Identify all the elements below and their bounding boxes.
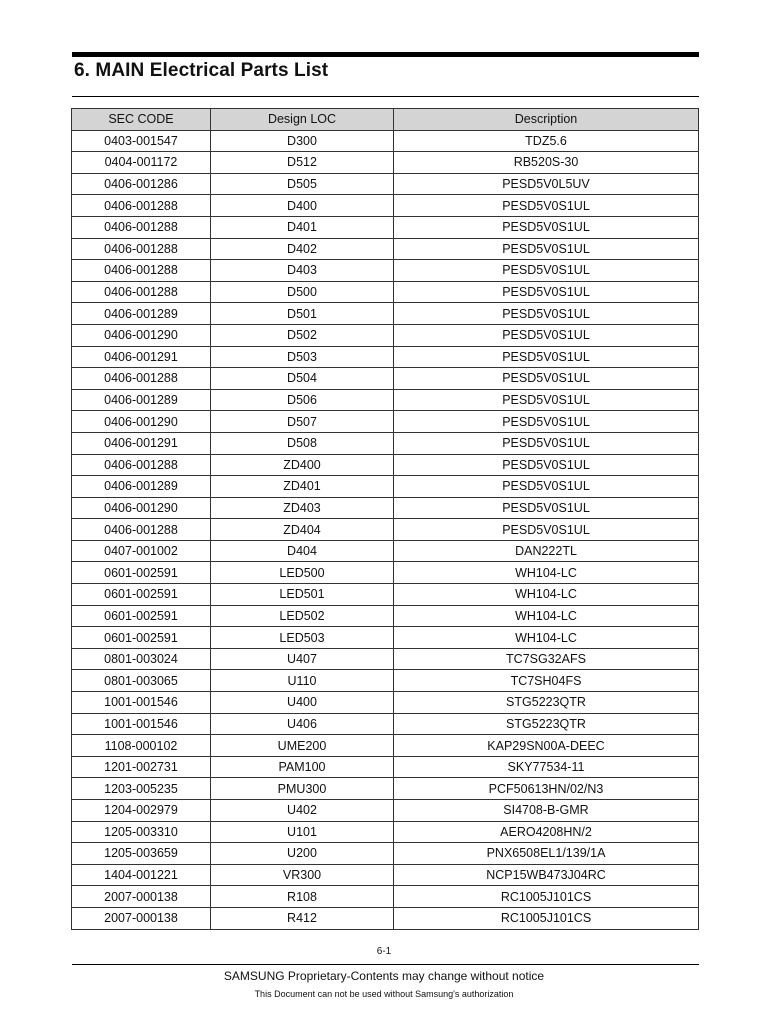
cell-sec-code: 1001-001546 — [72, 713, 211, 735]
header-design-loc: Design LOC — [211, 109, 394, 131]
title-rule — [72, 96, 699, 97]
cell-design-loc: UME200 — [211, 735, 394, 757]
cell-sec-code: 0406-001291 — [72, 432, 211, 454]
table-row — [72, 130, 699, 152]
cell-sec-code: 0601-002591 — [72, 627, 211, 649]
cell-description: WH104-LC — [394, 562, 699, 584]
cell-design-loc: LED500 — [211, 562, 394, 584]
cell-sec-code: 0406-001289 — [72, 389, 211, 411]
cell-description: PESD5V0S1UL — [394, 476, 699, 498]
parts-table-header — [72, 109, 699, 131]
cell-description: NCP15WB473J04RC — [394, 864, 699, 886]
table-row — [72, 886, 699, 908]
cell-sec-code: 1001-001546 — [72, 692, 211, 714]
cell-description: PESD5V0S1UL — [394, 432, 699, 454]
cell-design-loc: U402 — [211, 800, 394, 822]
header-row — [72, 109, 699, 131]
cell-description: PCF50613HN/02/N3 — [394, 778, 699, 800]
cell-design-loc: LED501 — [211, 584, 394, 606]
cell-design-loc: D504 — [211, 368, 394, 390]
cell-sec-code: 0406-001291 — [72, 346, 211, 368]
cell-description: SI4708-B-GMR — [394, 800, 699, 822]
table-row — [72, 907, 699, 929]
table-row — [72, 238, 699, 260]
cell-description: DAN222TL — [394, 540, 699, 562]
page-title: 6. MAIN Electrical Parts List — [74, 60, 329, 81]
cell-sec-code: 0406-001290 — [72, 324, 211, 346]
cell-description: PESD5V0S1UL — [394, 238, 699, 260]
cell-sec-code: 1204-002979 — [72, 800, 211, 822]
cell-description: WH104-LC — [394, 584, 699, 606]
cell-design-loc: PAM100 — [211, 756, 394, 778]
cell-design-loc: ZD400 — [211, 454, 394, 476]
table-row — [72, 368, 699, 390]
cell-design-loc: U406 — [211, 713, 394, 735]
table-row — [72, 713, 699, 735]
cell-sec-code: 0406-001290 — [72, 497, 211, 519]
cell-description: WH104-LC — [394, 627, 699, 649]
cell-design-loc: U400 — [211, 692, 394, 714]
table-row — [72, 778, 699, 800]
cell-sec-code: 1404-001221 — [72, 864, 211, 886]
cell-description: RC1005J101CS — [394, 886, 699, 908]
cell-design-loc: LED502 — [211, 605, 394, 627]
footer-rule — [72, 964, 699, 965]
cell-sec-code: 0801-003065 — [72, 670, 211, 692]
cell-design-loc: D502 — [211, 324, 394, 346]
cell-sec-code: 0406-001286 — [72, 173, 211, 195]
cell-sec-code: 1203-005235 — [72, 778, 211, 800]
cell-design-loc: ZD404 — [211, 519, 394, 541]
cell-description: PESD5V0S1UL — [394, 216, 699, 238]
cell-design-loc: D505 — [211, 173, 394, 195]
cell-design-loc: D402 — [211, 238, 394, 260]
cell-design-loc: D400 — [211, 195, 394, 217]
cell-design-loc: ZD401 — [211, 476, 394, 498]
cell-design-loc: VR300 — [211, 864, 394, 886]
table-row — [72, 519, 699, 541]
cell-description: PESD5V0S1UL — [394, 260, 699, 282]
cell-description: PESD5V0S1UL — [394, 389, 699, 411]
cell-sec-code: 0406-001288 — [72, 519, 211, 541]
table-row — [72, 821, 699, 843]
table-row — [72, 303, 699, 325]
header-description: Description — [394, 109, 699, 131]
table-row — [72, 411, 699, 433]
table-row — [72, 432, 699, 454]
cell-sec-code: 1108-000102 — [72, 735, 211, 757]
cell-description: KAP29SN00A-DEEC — [394, 735, 699, 757]
cell-design-loc: R412 — [211, 907, 394, 929]
cell-sec-code: 0601-002591 — [72, 562, 211, 584]
table-row — [72, 281, 699, 303]
page-number: 6-1 — [376, 946, 392, 957]
table-row — [72, 843, 699, 865]
cell-description: PESD5V0S1UL — [394, 454, 699, 476]
table-row — [72, 584, 699, 606]
table-row — [72, 152, 699, 174]
cell-design-loc: D501 — [211, 303, 394, 325]
table-row — [72, 389, 699, 411]
table-row — [72, 756, 699, 778]
cell-description: PESD5V0S1UL — [394, 497, 699, 519]
table-row — [72, 735, 699, 757]
table-row — [72, 800, 699, 822]
table-row — [72, 324, 699, 346]
cell-description: PESD5V0S1UL — [394, 519, 699, 541]
table-row — [72, 454, 699, 476]
cell-sec-code: 0406-001288 — [72, 260, 211, 282]
table-row — [72, 562, 699, 584]
table-row — [72, 173, 699, 195]
cell-sec-code: 0404-001172 — [72, 152, 211, 174]
cell-sec-code: 1205-003310 — [72, 821, 211, 843]
cell-design-loc: U101 — [211, 821, 394, 843]
cell-description: PESD5V0S1UL — [394, 195, 699, 217]
cell-design-loc: D404 — [211, 540, 394, 562]
cell-description: PESD5V0S1UL — [394, 303, 699, 325]
cell-sec-code: 0406-001289 — [72, 303, 211, 325]
cell-description: STG5223QTR — [394, 713, 699, 735]
footer-notice: SAMSUNG Proprietary-Contents may change without notice — [223, 969, 545, 983]
cell-design-loc: D506 — [211, 389, 394, 411]
cell-design-loc: LED503 — [211, 627, 394, 649]
cell-description: AERO4208HN/2 — [394, 821, 699, 843]
cell-description: RC1005J101CS — [394, 907, 699, 929]
cell-design-loc: U200 — [211, 843, 394, 865]
table-row — [72, 648, 699, 670]
table-row — [72, 540, 699, 562]
cell-design-loc: ZD403 — [211, 497, 394, 519]
cell-description: SKY77534-11 — [394, 756, 699, 778]
table-row — [72, 346, 699, 368]
cell-description: STG5223QTR — [394, 692, 699, 714]
cell-sec-code: 2007-000138 — [72, 907, 211, 929]
cell-description: TDZ5.6 — [394, 130, 699, 152]
cell-sec-code: 0601-002591 — [72, 584, 211, 606]
cell-sec-code: 0406-001288 — [72, 216, 211, 238]
cell-description: PESD5V0S1UL — [394, 346, 699, 368]
table-row — [72, 476, 699, 498]
cell-sec-code: 2007-000138 — [72, 886, 211, 908]
cell-sec-code: 0403-001547 — [72, 130, 211, 152]
cell-design-loc: D401 — [211, 216, 394, 238]
cell-description: TC7SH04FS — [394, 670, 699, 692]
cell-design-loc: D508 — [211, 432, 394, 454]
cell-sec-code: 0601-002591 — [72, 605, 211, 627]
cell-sec-code: 0406-001288 — [72, 281, 211, 303]
table-row — [72, 260, 699, 282]
footer-authorization: This Document can not be used without Samsung's authorization — [254, 989, 514, 999]
cell-description: PESD5V0L5UV — [394, 173, 699, 195]
cell-sec-code: 0406-001288 — [72, 454, 211, 476]
table-row — [72, 216, 699, 238]
parts-table — [71, 108, 699, 930]
cell-description: TC7SG32AFS — [394, 648, 699, 670]
table-row — [72, 195, 699, 217]
table-row — [72, 605, 699, 627]
cell-sec-code: 0406-001290 — [72, 411, 211, 433]
cell-description: RB520S-30 — [394, 152, 699, 174]
cell-design-loc: U407 — [211, 648, 394, 670]
cell-description: PESD5V0S1UL — [394, 281, 699, 303]
table-row — [72, 627, 699, 649]
cell-sec-code: 1201-002731 — [72, 756, 211, 778]
cell-sec-code: 0801-003024 — [72, 648, 211, 670]
cell-design-loc: D403 — [211, 260, 394, 282]
parts-table-body — [72, 130, 699, 929]
cell-design-loc: D507 — [211, 411, 394, 433]
cell-design-loc: D500 — [211, 281, 394, 303]
cell-sec-code: 0406-001288 — [72, 195, 211, 217]
cell-sec-code: 0406-001288 — [72, 238, 211, 260]
cell-sec-code: 0407-001002 — [72, 540, 211, 562]
table-row — [72, 670, 699, 692]
cell-design-loc: D300 — [211, 130, 394, 152]
cell-design-loc: PMU300 — [211, 778, 394, 800]
table-row — [72, 864, 699, 886]
cell-design-loc: U110 — [211, 670, 394, 692]
cell-design-loc: D503 — [211, 346, 394, 368]
cell-sec-code: 0406-001289 — [72, 476, 211, 498]
table-row — [72, 497, 699, 519]
cell-description: PESD5V0S1UL — [394, 368, 699, 390]
top-rule — [72, 52, 699, 57]
header-sec-code: SEC CODE — [72, 109, 211, 131]
cell-sec-code: 1205-003659 — [72, 843, 211, 865]
cell-description: WH104-LC — [394, 605, 699, 627]
cell-description: PESD5V0S1UL — [394, 324, 699, 346]
table-row — [72, 692, 699, 714]
cell-sec-code: 0406-001288 — [72, 368, 211, 390]
cell-description: PNX6508EL1/139/1A — [394, 843, 699, 865]
cell-design-loc: D512 — [211, 152, 394, 174]
cell-description: PESD5V0S1UL — [394, 411, 699, 433]
cell-design-loc: R108 — [211, 886, 394, 908]
